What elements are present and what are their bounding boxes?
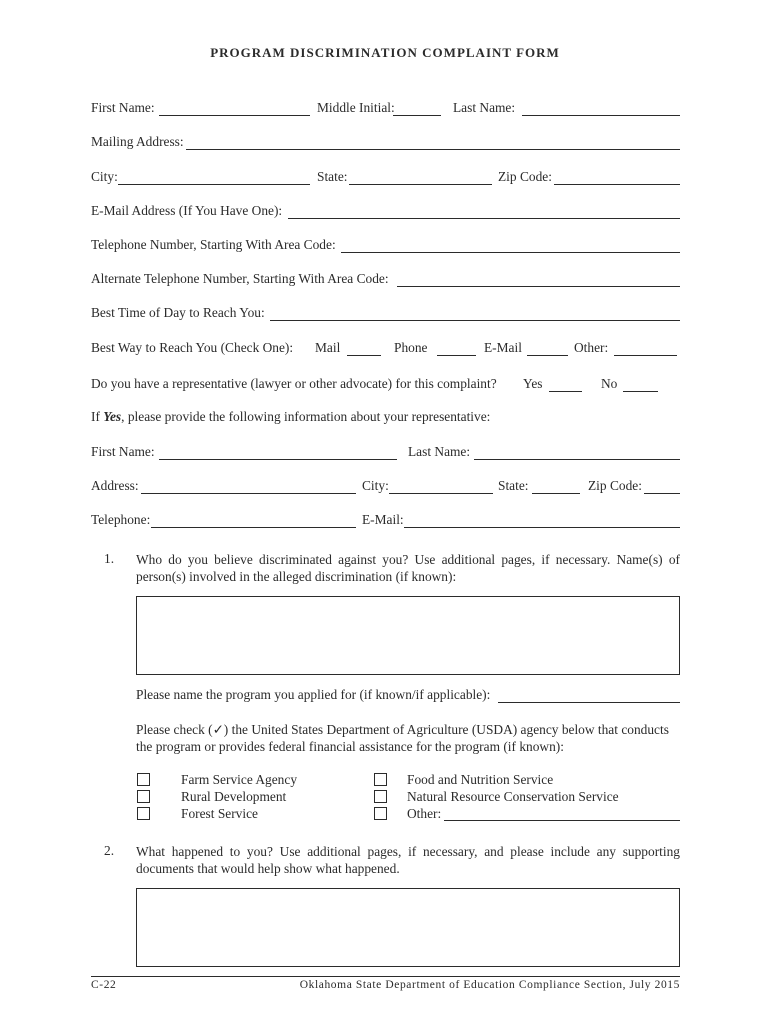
best-time-field[interactable] xyxy=(270,320,680,321)
city-label: City: xyxy=(91,169,118,184)
q1-number: 1. xyxy=(104,551,115,566)
way-email-label: E-Mail xyxy=(484,340,522,355)
way-other-label: Other: xyxy=(574,340,609,355)
way-mail-field[interactable] xyxy=(347,355,381,356)
agency-checkbox-food-nutrition[interactable] xyxy=(374,773,387,786)
agency-checkbox-rural-development[interactable] xyxy=(137,790,150,803)
alt-telephone-label: Alternate Telephone Number, Starting With Area Code: xyxy=(91,271,389,286)
alt-telephone-row xyxy=(91,271,680,291)
rep-state-label: State: xyxy=(498,478,529,493)
form-title: PROGRAM DISCRIMINATION COMPLAINT FORM xyxy=(210,45,560,60)
rep-address-label: Address: xyxy=(91,478,139,493)
program-row xyxy=(136,687,680,707)
agency-checkbox-nrcs[interactable] xyxy=(374,790,387,803)
last-name-label: Last Name: xyxy=(453,100,516,115)
footer-code: C-22 xyxy=(91,979,117,991)
rep-email-label: E-Mail: xyxy=(362,512,404,527)
if-yes-emphasis: Yes xyxy=(103,409,122,424)
rep-first-name-field[interactable] xyxy=(159,459,397,460)
representative-row xyxy=(91,376,680,396)
rep-telephone-field[interactable] xyxy=(151,527,356,528)
best-time-label: Best Time of Day to Reach You: xyxy=(91,305,265,320)
rep-city-field[interactable] xyxy=(389,493,493,494)
best-time-row xyxy=(91,305,680,325)
first-name-label: First Name: xyxy=(91,100,155,115)
rep-yes-label: Yes xyxy=(523,376,543,391)
rep-address-field[interactable] xyxy=(141,493,356,494)
zip-code-field[interactable] xyxy=(554,184,680,185)
rep-zip-label: Zip Code: xyxy=(588,478,642,493)
q2-text: What happened to you? Use additional pages, if necessary, and please include any supporting documents that would help show what happened. xyxy=(136,844,680,876)
agency-farm-service-label: Farm Service Agency xyxy=(181,772,298,787)
rep-last-name-field[interactable] xyxy=(474,459,680,460)
agency-other-field[interactable] xyxy=(444,820,680,821)
alt-telephone-field[interactable] xyxy=(397,286,680,287)
agency-forest-service-label: Forest Service xyxy=(181,806,258,821)
rep-telephone-label: Telephone: xyxy=(91,512,151,527)
middle-initial-label: Middle Initial: xyxy=(317,100,395,115)
agency-checkbox-forest-service[interactable] xyxy=(137,807,150,820)
rep-email-field[interactable] xyxy=(404,527,680,528)
email-field[interactable] xyxy=(288,218,680,219)
middle-initial-field[interactable] xyxy=(393,115,441,116)
best-way-label: Best Way to Reach You (Check One): xyxy=(91,340,294,355)
way-mail-label: Mail xyxy=(315,340,341,355)
rep-zip-field[interactable] xyxy=(644,493,680,494)
city-state-zip-row xyxy=(91,169,680,189)
rep-first-name-label: First Name: xyxy=(91,444,155,459)
rep-no-label: No xyxy=(601,376,618,391)
q2-answer-box[interactable] xyxy=(136,888,680,967)
program-field[interactable] xyxy=(498,702,680,703)
agency-checkbox-farm-service[interactable] xyxy=(137,773,150,786)
mailing-address-field[interactable] xyxy=(186,149,680,150)
telephone-row xyxy=(91,237,680,257)
agency-other-label: Other: xyxy=(407,806,442,821)
rep-state-field[interactable] xyxy=(532,493,580,494)
state-field[interactable] xyxy=(349,184,492,185)
state-label: State: xyxy=(317,169,348,184)
mailing-address-row xyxy=(91,134,680,154)
first-name-field[interactable] xyxy=(159,115,310,116)
mailing-address-label: Mailing Address: xyxy=(91,134,184,149)
rep-contact-row xyxy=(91,512,680,532)
email-row xyxy=(91,203,680,223)
rep-yes-field[interactable] xyxy=(549,391,582,392)
email-label: E-Mail Address (If You Have One): xyxy=(91,203,283,218)
telephone-field[interactable] xyxy=(341,252,680,253)
name-row xyxy=(91,100,680,120)
way-email-field[interactable] xyxy=(527,355,568,356)
agency-nrcs-label: Natural Resource Conservation Service xyxy=(407,789,619,804)
agency-food-nutrition-label: Food and Nutrition Service xyxy=(407,772,554,787)
footer-divider xyxy=(91,976,680,977)
rep-last-name-label: Last Name: xyxy=(408,444,471,459)
way-phone-label: Phone xyxy=(394,340,428,355)
agency-rural-development-label: Rural Development xyxy=(181,789,287,804)
zip-code-label: Zip Code: xyxy=(498,169,552,184)
way-other-field[interactable] xyxy=(614,355,677,356)
rep-no-field[interactable] xyxy=(623,391,658,392)
q2-number: 2. xyxy=(104,843,115,858)
agency-checkbox-other[interactable] xyxy=(374,807,387,820)
rep-city-label: City: xyxy=(362,478,389,493)
representative-question: Do you have a representative (lawyer or other advocate) for this complaint? xyxy=(91,376,497,391)
q1-text: Who do you believe discriminated against you? Use additional pages, if necessary. Name(s) of person(s) involved in the alleged discrimination (if known): xyxy=(136,552,680,584)
q1-answer-box[interactable] xyxy=(136,596,680,675)
agency-instruction: Please check (✓) the United States Department of Agriculture (USDA) agency below that conducts the program or provides federal financial assistance for the program (if known): xyxy=(136,722,669,754)
way-phone-field[interactable] xyxy=(437,355,476,356)
last-name-field[interactable] xyxy=(522,115,680,116)
program-label: Please name the program you applied for (if known/if applicable): xyxy=(136,687,491,702)
city-field[interactable] xyxy=(118,184,310,185)
telephone-label: Telephone Number, Starting With Area Code: xyxy=(91,237,336,252)
rep-address-row xyxy=(91,478,680,498)
rep-name-row xyxy=(91,444,680,464)
best-way-row xyxy=(91,340,680,360)
if-yes-instruction: If Yes, please provide the following information about your representative: xyxy=(91,409,491,424)
footer-source: Oklahoma State Department of Education Compliance Section, July 2015 xyxy=(299,979,680,991)
